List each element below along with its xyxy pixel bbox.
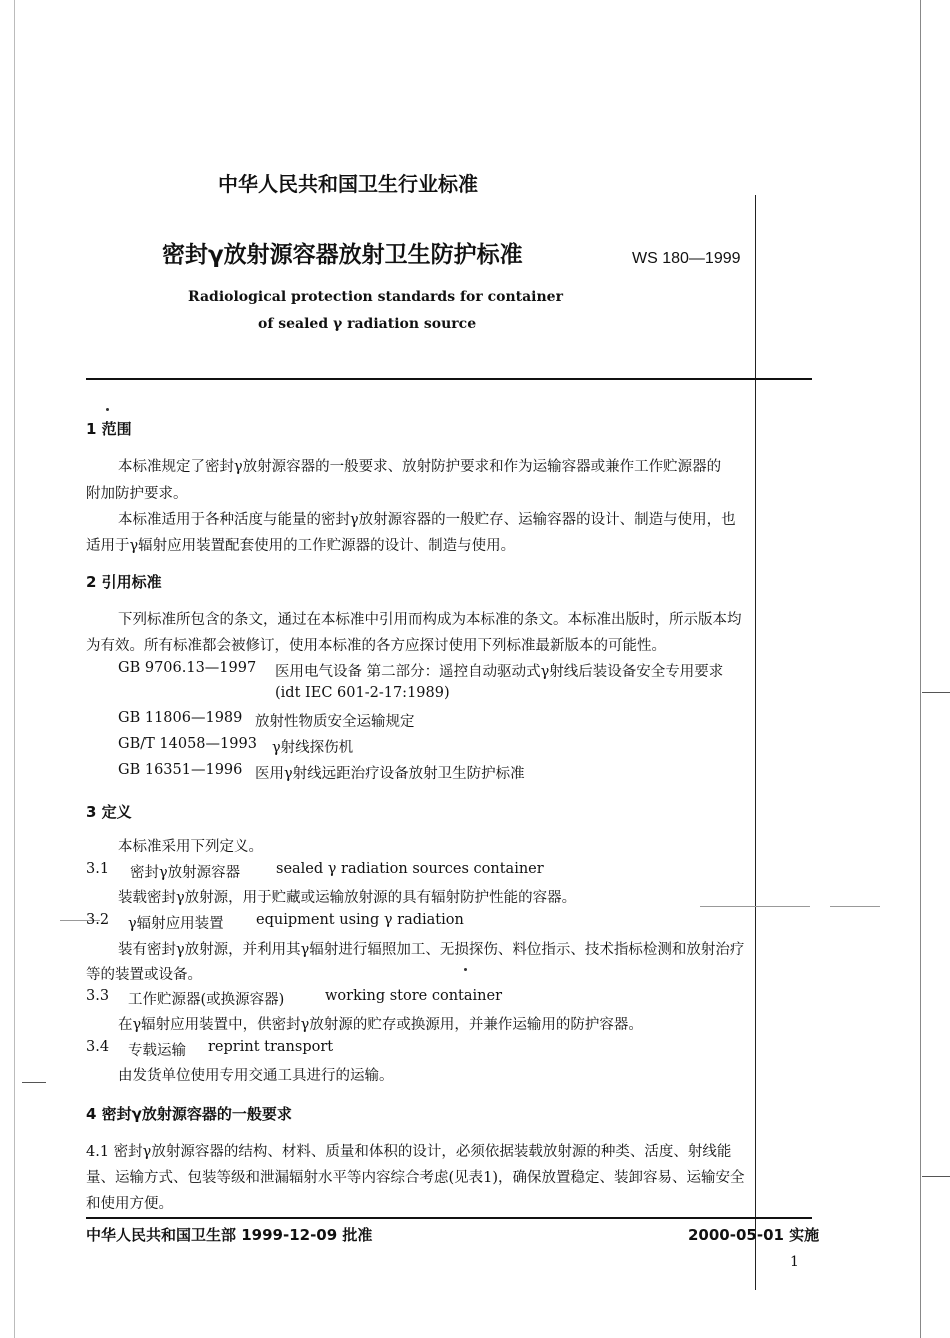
section-1-p2-line1: 本标准适用于各种活度与能量的密封γ放射源容器的一般贮存、运输容器的设计、制造与使用，也 [118, 512, 736, 528]
definition-term: 工作贮源器(或换源容器) [128, 992, 285, 1008]
page-number: 1 [790, 1254, 799, 1270]
section-1-heading: 1 范围 [86, 420, 132, 438]
definition-desc: 装有密封γ放射源，并利用其γ辐射进行辐照加工、无损探伤、料位指示、技术指标检测和放射治疗 [118, 942, 745, 958]
ref-title: 医用γ射线远距治疗设备放射卫生防护标准 [255, 766, 525, 782]
definition-term-en: equipment using γ radiation [256, 912, 464, 928]
definition-term-en: sealed γ radiation sources container [276, 861, 544, 877]
scan-artifact-vline [14, 0, 15, 1338]
ref-title: 医用电气设备 第二部分：遥控自动驱动式γ射线后装设备安全专用要求 [275, 664, 724, 680]
ref-code: GB 11806—1989 [118, 710, 243, 726]
scan-artifact-dash [22, 1082, 46, 1083]
definition-term: 密封γ放射源容器 [130, 865, 241, 881]
scan-artifact-vline [755, 195, 756, 1290]
definition-desc: 在γ辐射应用装置中，供密封γ放射源的贮存或换源用，并兼作运输用的防护容器。 [118, 1017, 643, 1033]
section-3-intro: 本标准采用下列定义。 [118, 839, 263, 855]
section-4-p1-line1: 4.1 密封γ放射源容器的结构、材料、质量和体积的设计，必须依据装载放射源的种类、活度、射线能 [86, 1144, 732, 1160]
implementation-date: 2000-05-01 实施 [688, 1226, 820, 1244]
ref-title: 放射性物质安全运输规定 [255, 714, 415, 730]
section-3-heading: 3 定义 [86, 803, 132, 821]
section-4-p1-line3: 和使用方便。 [86, 1196, 173, 1212]
ref-code: GB/T 14058—1993 [118, 736, 257, 752]
footer-rule [86, 1217, 812, 1219]
scan-artifact-dash [830, 906, 880, 907]
definition-number: 3.1 [86, 861, 110, 877]
ref-code: GB 9706.13—1997 [118, 660, 257, 676]
definition-desc: 由发货单位使用专用交通工具进行的运输。 [118, 1068, 394, 1084]
section-2-p1-line2: 为有效。所有标准都会被修订，使用本标准的各方应探讨使用下列标准最新版本的可能性。 [86, 638, 666, 654]
definition-term-en: working store container [325, 988, 502, 1004]
scan-artifact-vline [920, 0, 921, 1338]
org-title: 中华人民共和国卫生行业标准 [218, 172, 478, 196]
ref-title: (idt IEC 601-2-17:1989) [275, 685, 450, 701]
header-rule [86, 378, 812, 380]
definition-term-en: reprint transport [208, 1039, 334, 1055]
section-1-p2-line2: 适用于γ辐射应用装置配套使用的工作贮源器的设计、制造与使用。 [86, 538, 516, 554]
section-2-heading: 2 引用标准 [86, 573, 162, 591]
definition-term: 专载运输 [128, 1043, 186, 1059]
scan-artifact-dot [106, 408, 109, 411]
section-1-p1-line2: 附加防护要求。 [86, 486, 188, 502]
standard-title-en-line1: Radiological protection standards for container [188, 289, 563, 305]
scan-artifact-dash [922, 1176, 950, 1177]
section-2-p1-line1: 下列标准所包含的条文，通过在本标准中引用而构成为本标准的条文。本标准出版时，所示版本均 [118, 612, 742, 628]
standard-title-en-line2: of sealed γ radiation source [258, 316, 477, 332]
scan-artifact-dash [922, 692, 950, 693]
definition-number: 3.3 [86, 988, 110, 1004]
scan-artifact-dot [464, 968, 467, 971]
definition-number: 3.2 [86, 912, 110, 928]
ref-code: GB 16351—1996 [118, 762, 243, 778]
definition-term: γ辐射应用装置 [128, 916, 224, 932]
definition-number: 3.4 [86, 1039, 110, 1055]
scan-artifact-dash [700, 906, 810, 907]
definition-desc: 等的装置或设备。 [86, 967, 202, 983]
definition-desc: 装载密封γ放射源，用于贮藏或运输放射源的具有辐射防护性能的容器。 [118, 890, 577, 906]
section-4-p1-line2: 量、运输方式、包装等级和泄漏辐射水平等内容综合考虑(见表1)，确保放置稳定、装卸容易、运输安全 [86, 1170, 745, 1186]
approval-info: 中华人民共和国卫生部 1999-12-09 批准 [86, 1226, 373, 1244]
standard-title-cn: 密封γ放射源容器放射卫生防护标准 [162, 242, 523, 268]
section-4-heading: 4 密封γ放射源容器的一般要求 [86, 1105, 292, 1123]
standard-code: WS 180—1999 [632, 250, 741, 267]
ref-title: γ射线探伤机 [272, 740, 354, 756]
section-1-p1-line1: 本标准规定了密封γ放射源容器的一般要求、放射防护要求和作为运输容器或兼作工作贮源器的 [118, 459, 722, 475]
